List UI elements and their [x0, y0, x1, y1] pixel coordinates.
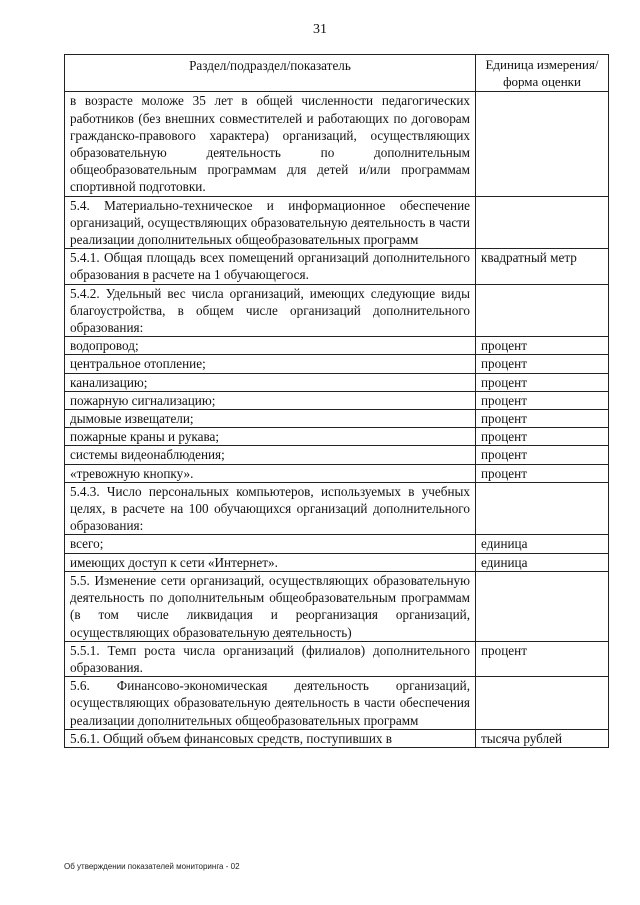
table-row: [65, 373, 609, 391]
unit-cell: процент: [476, 337, 609, 355]
unit-cell: процент: [476, 355, 609, 373]
indicator-text: имеющих доступ к сети «Интернет».: [65, 553, 476, 571]
table-row: [65, 482, 609, 535]
table-row: [65, 553, 609, 571]
table-row: [65, 249, 609, 284]
unit-cell: единица: [476, 535, 609, 553]
unit-cell: процент: [476, 410, 609, 428]
unit-cell: процент: [476, 391, 609, 409]
indicator-text: 5.5.1. Темп роста числа организаций (филиалов) дополнительного образования.: [65, 641, 476, 676]
table-header-row: [65, 55, 609, 92]
table-row: [65, 337, 609, 355]
table-row: [65, 92, 609, 196]
indicator-text: 5.4.3. Число персональных компьютеров, используемых в учебных целях, в расчете на 100 обучающихся организаций дополнительного образования:: [65, 482, 476, 535]
unit-cell: процент: [476, 446, 609, 464]
unit-cell: [476, 92, 609, 196]
indicator-text: дымовые извещатели;: [65, 410, 476, 428]
indicator-text: «тревожную кнопку».: [65, 464, 476, 482]
unit-cell: [476, 482, 609, 535]
indicator-table: [64, 54, 609, 748]
indicator-text: 5.5. Изменение сети организаций, осуществляющих образовательную деятельность по дополнительным общеобразовательным программам (в том числе ликвидация и реорганизация организаций, осуществляющих образовательную деятельность): [65, 571, 476, 641]
indicator-text: 5.6. Финансово-экономическая деятельность организаций, осуществляющих образовательную деятельность в части обеспечения реализации дополнительных общеобразовательных программ: [65, 677, 476, 730]
indicator-text: пожарную сигнализацию;: [65, 391, 476, 409]
indicator-text: 5.6.1. Общий объем финансовых средств, поступивших в: [65, 729, 476, 747]
table-row: [65, 571, 609, 641]
unit-cell: процент: [476, 641, 609, 676]
indicator-text: 5.4. Материально-техническое и информационное обеспечение организаций, осуществляющих образовательную деятельность в части реализации дополнительных общеобразовательных программ: [65, 196, 476, 249]
unit-cell: [476, 196, 609, 249]
indicator-text: в возрасте моложе 35 лет в общей численности педагогических работников (без внешних совместителей и работающих по договорам гражданско-правового характера) организаций, осуществляющих образовательную деятельность по дополнительным общеобразовательным программам для детей и/или программам спортивной подготовки.: [65, 92, 476, 196]
table-row: [65, 355, 609, 373]
header-unit-form: Единица измерения/ форма оценки: [476, 55, 609, 92]
unit-cell: [476, 284, 609, 337]
unit-cell: тысяча рублей: [476, 729, 609, 747]
indicator-text: центральное отопление;: [65, 355, 476, 373]
table-row: [65, 729, 609, 747]
indicator-text: 5.4.2. Удельный вес числа организаций, имеющих следующие виды благоустройства, в общем числе организаций дополнительного образования:: [65, 284, 476, 337]
table-row: [65, 391, 609, 409]
unit-cell: квадратный метр: [476, 249, 609, 284]
unit-cell: процент: [476, 428, 609, 446]
indicator-text: пожарные краны и рукава;: [65, 428, 476, 446]
table-row: [65, 196, 609, 249]
unit-cell: [476, 571, 609, 641]
table-row: [65, 446, 609, 464]
unit-cell: процент: [476, 464, 609, 482]
footer-note: Об утверждении показателей мониторинга - 02: [64, 862, 240, 871]
indicator-text: канализацию;: [65, 373, 476, 391]
table-row: [65, 464, 609, 482]
unit-cell: единица: [476, 553, 609, 571]
indicator-text: всего;: [65, 535, 476, 553]
table-row: [65, 410, 609, 428]
unit-cell: процент: [476, 373, 609, 391]
indicator-text: 5.4.1. Общая площадь всех помещений организаций дополнительного образования в расчете на 1 обучающегося.: [65, 249, 476, 284]
indicator-text: водопровод;: [65, 337, 476, 355]
unit-cell: [476, 677, 609, 730]
table-row: [65, 677, 609, 730]
page-number: 31: [313, 22, 327, 37]
table-row: [65, 641, 609, 676]
header-section-indicator: Раздел/подраздел/показатель: [65, 55, 476, 92]
table-row: [65, 428, 609, 446]
table-row: [65, 535, 609, 553]
indicator-text: системы видеонаблюдения;: [65, 446, 476, 464]
table-row: [65, 284, 609, 337]
